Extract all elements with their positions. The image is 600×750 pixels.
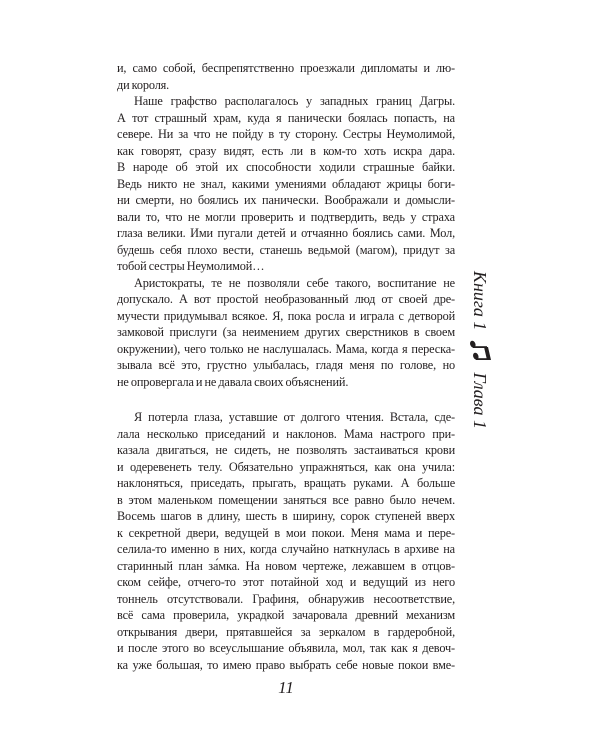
text-line: всё сама проверила, украдкой зачаровала древний механизм <box>117 608 455 622</box>
text-line: ни смерти, но боялись их панически. Воображали и домысли- <box>117 193 455 207</box>
text-line: А тот страшный храм, куда я панически боялась попасть, на <box>117 110 455 125</box>
text-line: открывания двери, прятавшейся за зеркалом в гардеробной, <box>117 624 455 639</box>
chapter-label: Глава 1 <box>470 372 491 429</box>
text-line: замковой прислуги (за неимением других сверстников в своем <box>117 325 455 339</box>
text-line: ском сейфе, отчего-то этот потайной ход и ведущий из него <box>117 575 455 589</box>
text-line: и одеревенеть телу. Обязательно упражняться, как она учила: <box>117 459 455 474</box>
body-text <box>117 60 455 673</box>
text-line: как говорят, сразу видят, есть ли в ком-то хоть искра дара. <box>117 143 455 158</box>
text-line: ка уже большая, то имею право выбрать себе новые покои вме- <box>117 657 455 672</box>
text-line: и после этого во всеуслышание объявила, мол, так как я девоч- <box>117 641 455 655</box>
text-line: Наше графство располагалось у западных границ Дагры. <box>134 94 455 108</box>
paragraph <box>117 60 455 93</box>
text-line: зывала всё это, грустно улыбалась, гладя меня по голове, но <box>117 358 455 372</box>
text-line: тобой сестры Неумолимой… <box>117 259 265 273</box>
text-line: будешь себя плохо вести, станешь ведьмой (магом), придут за <box>117 242 455 257</box>
paragraph <box>117 275 455 391</box>
text-line: селила-то именно в них, когда случайно наткнулась в архиве на <box>117 542 455 556</box>
music-note-icon <box>468 340 492 362</box>
text-line: не опровергала и не давала своих объяснений. <box>117 374 349 389</box>
text-line: ди короля. <box>117 77 170 92</box>
page-number: 11 <box>278 678 294 697</box>
text-line: Я потерла глаза, уставшие от долгого чтения. Встала, сде- <box>134 410 455 424</box>
text-line: окружении), чего только не наслушалась. Мама, когда я переска- <box>117 341 455 356</box>
text-line: старинный план за́мка. На новом чертеже, лежавшем в отцов- <box>117 558 455 573</box>
text-line: допускало. А вот простой необразованный люд от своей дре- <box>117 292 455 306</box>
text-line: и, само собой, беспрепятственно проезжали дипломаты и лю- <box>117 61 455 75</box>
running-header <box>467 271 493 429</box>
text-line: в этом маленьком помещении заняться все равно было нечем. <box>117 492 455 507</box>
scene-break <box>117 390 455 409</box>
text-line: Аристократы, те не позволяли себе такого, воспитание не <box>134 275 455 290</box>
text-line: лала несколько приседаний и наклонов. Мама настрого при- <box>117 426 455 441</box>
text-line: наклоняться, приседать, прыгать, вращать руками. А больше <box>117 476 455 490</box>
text-line: к секретной двери, ведущей в мои покои. Меня мама и пере- <box>117 525 455 540</box>
text-line: Восемь шагов в длину, шесть в ширину, сорок ступеней вверх <box>117 509 455 523</box>
text-line: Ведь никто не знал, какими умениями обладают жрицы боги- <box>117 176 455 191</box>
text-line: казала двигаться, не сидеть, не позволять застаиваться крови <box>117 443 455 457</box>
text-line: мучести придумывал всякое. Я, пока росла и играла с детворой <box>117 308 455 323</box>
paragraph <box>117 409 455 673</box>
text-line: тоннель отсутствовали. Графиня, обнаружив несоответствие, <box>117 591 455 606</box>
text-line: В народе об этой их способности ходили страшные байки. <box>117 160 455 174</box>
book-label: Книга 1 <box>470 271 491 331</box>
paragraph <box>117 93 455 275</box>
text-line: севере. Ни за что не пойду в ту сторону. Сестры Неумолимой, <box>117 127 455 141</box>
text-line: вали то, что не могли проверить и подтвердить, ведь у страха <box>117 209 455 224</box>
text-line: глаза велики. Ими пугали детей и отчаянно боялись сами. Мол, <box>117 226 455 240</box>
